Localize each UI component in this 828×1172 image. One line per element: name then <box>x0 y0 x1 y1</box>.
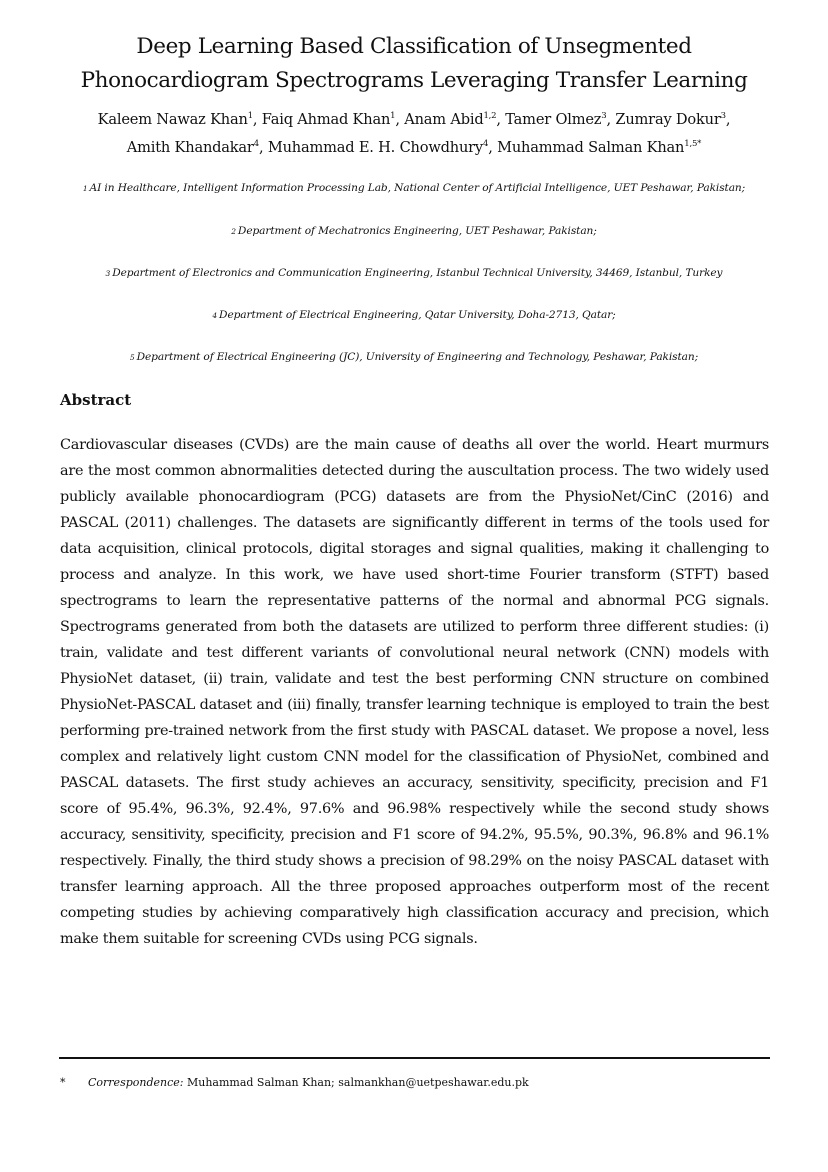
author-list: Kaleem Nawaz Khan$^1$, Faiq Ahmad Khan$^1$, Anam Abid$^{1,2}$, Tamer Olmez$^3$, Zumray Dokur$^3$, Amith Khandakar$^4$, Muhammad E. H. Chowdhury$^4$, Muhammad Salman Khan$^{1,5*}$ <box>97 111 731 156</box>
affiliation-mark: 1 <box>82 184 88 193</box>
author <box>404 111 496 128</box>
footnote-divider <box>59 1057 770 1059</box>
footnote-text: Muhammad Salman Khan; salmankhan@uetpeshawar.edu.pk <box>186 1076 529 1089</box>
affiliation-text: Department of Electronics and Communication Engineering, Istanbul Technical University, 34469, Istanbul, Turkey <box>112 267 723 279</box>
author-name: Muhammad Salman Khan <box>497 139 685 156</box>
author <box>497 139 701 156</box>
affiliation <box>20 224 808 239</box>
author-name: Faiq Ahmad Khan <box>261 111 391 128</box>
abstract-body: Cardiovascular diseases (CVDs) are the main cause of deaths all over the world. Heart murmurs are the most common abnormalities detected during the auscultation process. The two widely used publicly available phonocardiogram (PCG) datasets are from the PhysioNet/CinC (2016) and PASCAL (2011) challenges. The datasets are significantly different in terms of the tools used for data acquisition, clinical protocols, digital storages and signal qualities, making it challenging to process and analyze. In this work, we have used short-time Fourier transform (STFT) based spectrograms to learn the representative patterns of the normal and abnormal PCG signals. Spectrograms generated from both the datasets are utilized to perform three different studies: (i) train, validate and test different variants of convolutional neural network (CNN) models with PhysioNet dataset, (ii) train, validate and test the best performing CNN structure on combined PhysioNet-PASCAL dataset and (iii) finally, transfer learning technique is employed to train the best performing pre-trained network from the first study with PASCAL dataset. We propose a novel, less complex and relatively light custom CNN model for the classification of PhysioNet, combined and PASCAL datasets. The first study achieves an accuracy, sensitivity, specificity, precision and F1 score of 95.4%, 96.3%, 92.4%, 97.6% and 96.98% respectively while the second study shows accuracy, sensitivity, specificity, precision and F1 score of 94.2%, 95.5%, 90.3%, 96.8% and 96.1% respectively. Finally, the third study shows a precision of 98.29% on the noisy PASCAL dataset with transfer learning approach. All the three proposed approaches outperform most of the recent competing studies by achieving comparatively high classification accuracy and precision, which make them suitable for screening CVDs using PCG signals. <box>60 437 769 947</box>
author-affiliation-mark: 4 <box>482 139 489 149</box>
author-affiliation-mark: 1,5* <box>684 139 702 149</box>
author-affiliation-mark: 3 <box>720 111 726 121</box>
affiliation <box>20 308 808 323</box>
author <box>98 111 253 128</box>
correspondence-footnote <box>60 1075 769 1091</box>
author-affiliation-mark: 1,2 <box>483 111 497 121</box>
affiliation <box>20 266 808 281</box>
affiliation <box>20 181 808 196</box>
affiliation-mark: 2 <box>231 227 236 236</box>
author <box>505 111 606 128</box>
affiliation-text: Department of Mechatronics Engineering, UET Peshawar, Pakistan; <box>237 225 597 237</box>
author <box>127 139 259 156</box>
author <box>262 111 396 128</box>
author-name: Amith Khandakar <box>126 139 254 156</box>
footnote-label: Correspondence: <box>88 1076 184 1089</box>
author-affiliation-mark: 3 <box>601 111 607 121</box>
abstract-heading: Abstract <box>60 391 132 409</box>
author-name: Kaleem Nawaz Khan <box>97 111 248 128</box>
affiliation-text: Department of Electrical Engineering (JC), University of Engineering and Technology, Peshawar, Pakistan; <box>136 351 699 363</box>
author-name: Zumray Dokur <box>615 111 721 128</box>
author-name: Tamer Olmez <box>505 111 602 128</box>
author-affiliation-mark: 1 <box>390 111 396 121</box>
author-name: Muhammad E. H. Chowdhury <box>267 139 483 156</box>
author <box>268 139 488 156</box>
affiliation-mark: 3 <box>105 269 111 278</box>
paper-title: Deep Learning Based Classification of Unsegmented Phonocardiogram Spectrograms Leveraging Transfer Learning <box>80 34 748 93</box>
author-name: Anam Abid <box>404 111 484 128</box>
author-affiliation-mark: 1 <box>247 111 253 121</box>
footnote-marker: * <box>60 1076 66 1089</box>
affiliation <box>20 350 808 365</box>
author <box>615 111 725 128</box>
affiliation-mark: 5 <box>129 353 135 362</box>
affiliation-mark: 4 <box>212 311 218 320</box>
author-affiliation-mark: 4 <box>253 139 259 149</box>
affiliation-text: AI in Healthcare, Intelligent Information Processing Lab, National Center of Artificial Intelligence, UET Peshawar, Pakistan; <box>89 182 746 194</box>
affiliation-text: Department of Electrical Engineering, Qatar University, Doha-2713, Qatar; <box>219 309 616 321</box>
